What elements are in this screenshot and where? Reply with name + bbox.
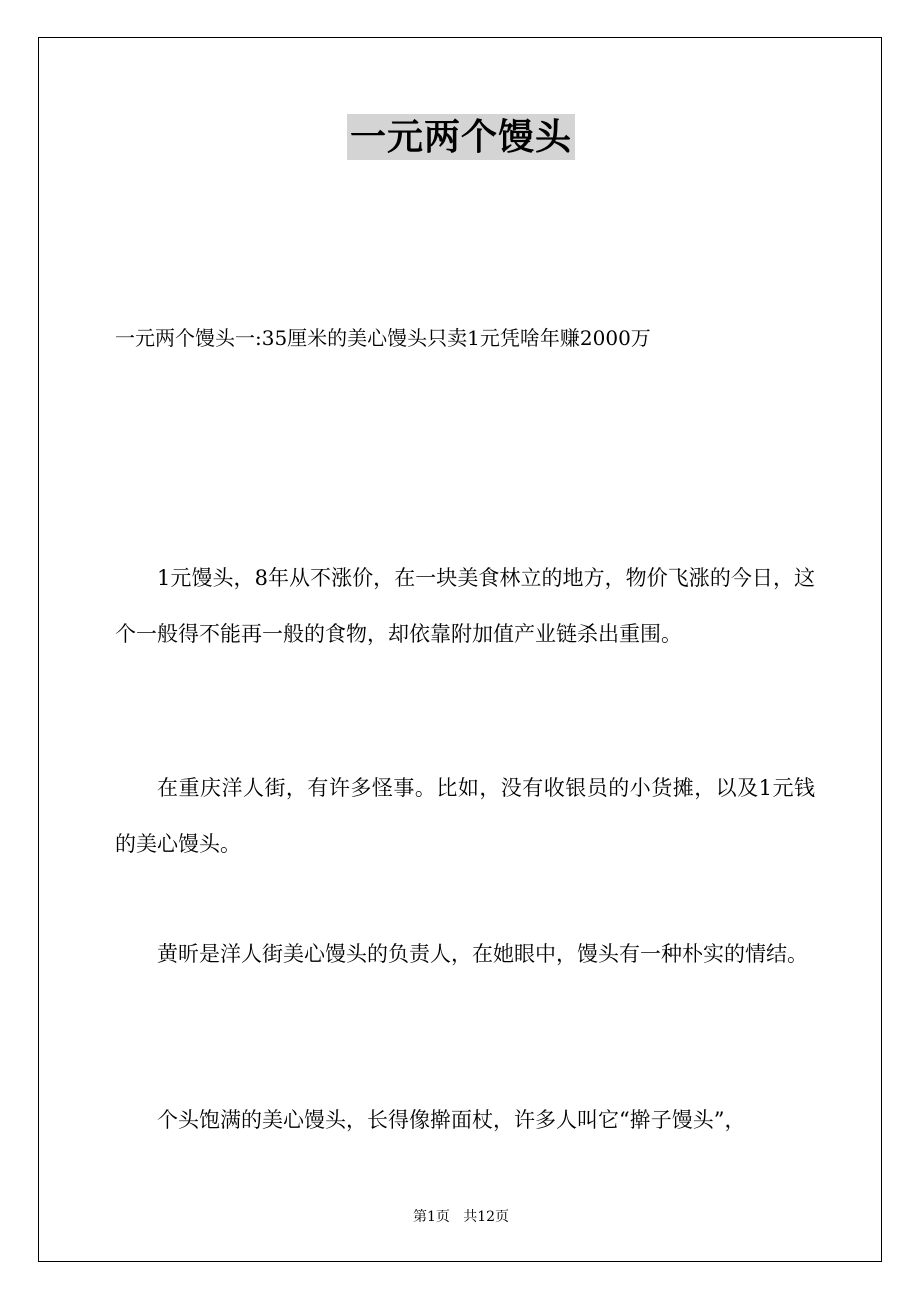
page-frame	[38, 37, 882, 1262]
document-title: 一元两个馒头	[347, 114, 575, 160]
paragraph-2: 在重庆洋人街，有许多怪事。比如，没有收银员的小货摊，以及1元钱的美心馒头。	[115, 776, 815, 856]
document-subtitle: 一元两个馒头一:35厘米的美心馒头只卖1元凭啥年赚2000万	[115, 326, 651, 350]
paragraph-4: 个头饱满的美心馒头，长得像擀面杖，许多人叫它“擀子馒头”，	[157, 1108, 746, 1132]
paragraph-1: 1元馒头，8年从不涨价，在一块美食林立的地方，物价飞涨的今日，这个一般得不能再一般的食物，却依靠附加值产业链杀出重围。	[115, 566, 815, 646]
paragraph-3: 黄昕是洋人街美心馒头的负责人，在她眼中，馒头有一种朴实的情结。	[157, 942, 808, 966]
title-container	[39, 114, 883, 160]
page-footer: 第1页 共12页	[412, 1209, 510, 1225]
